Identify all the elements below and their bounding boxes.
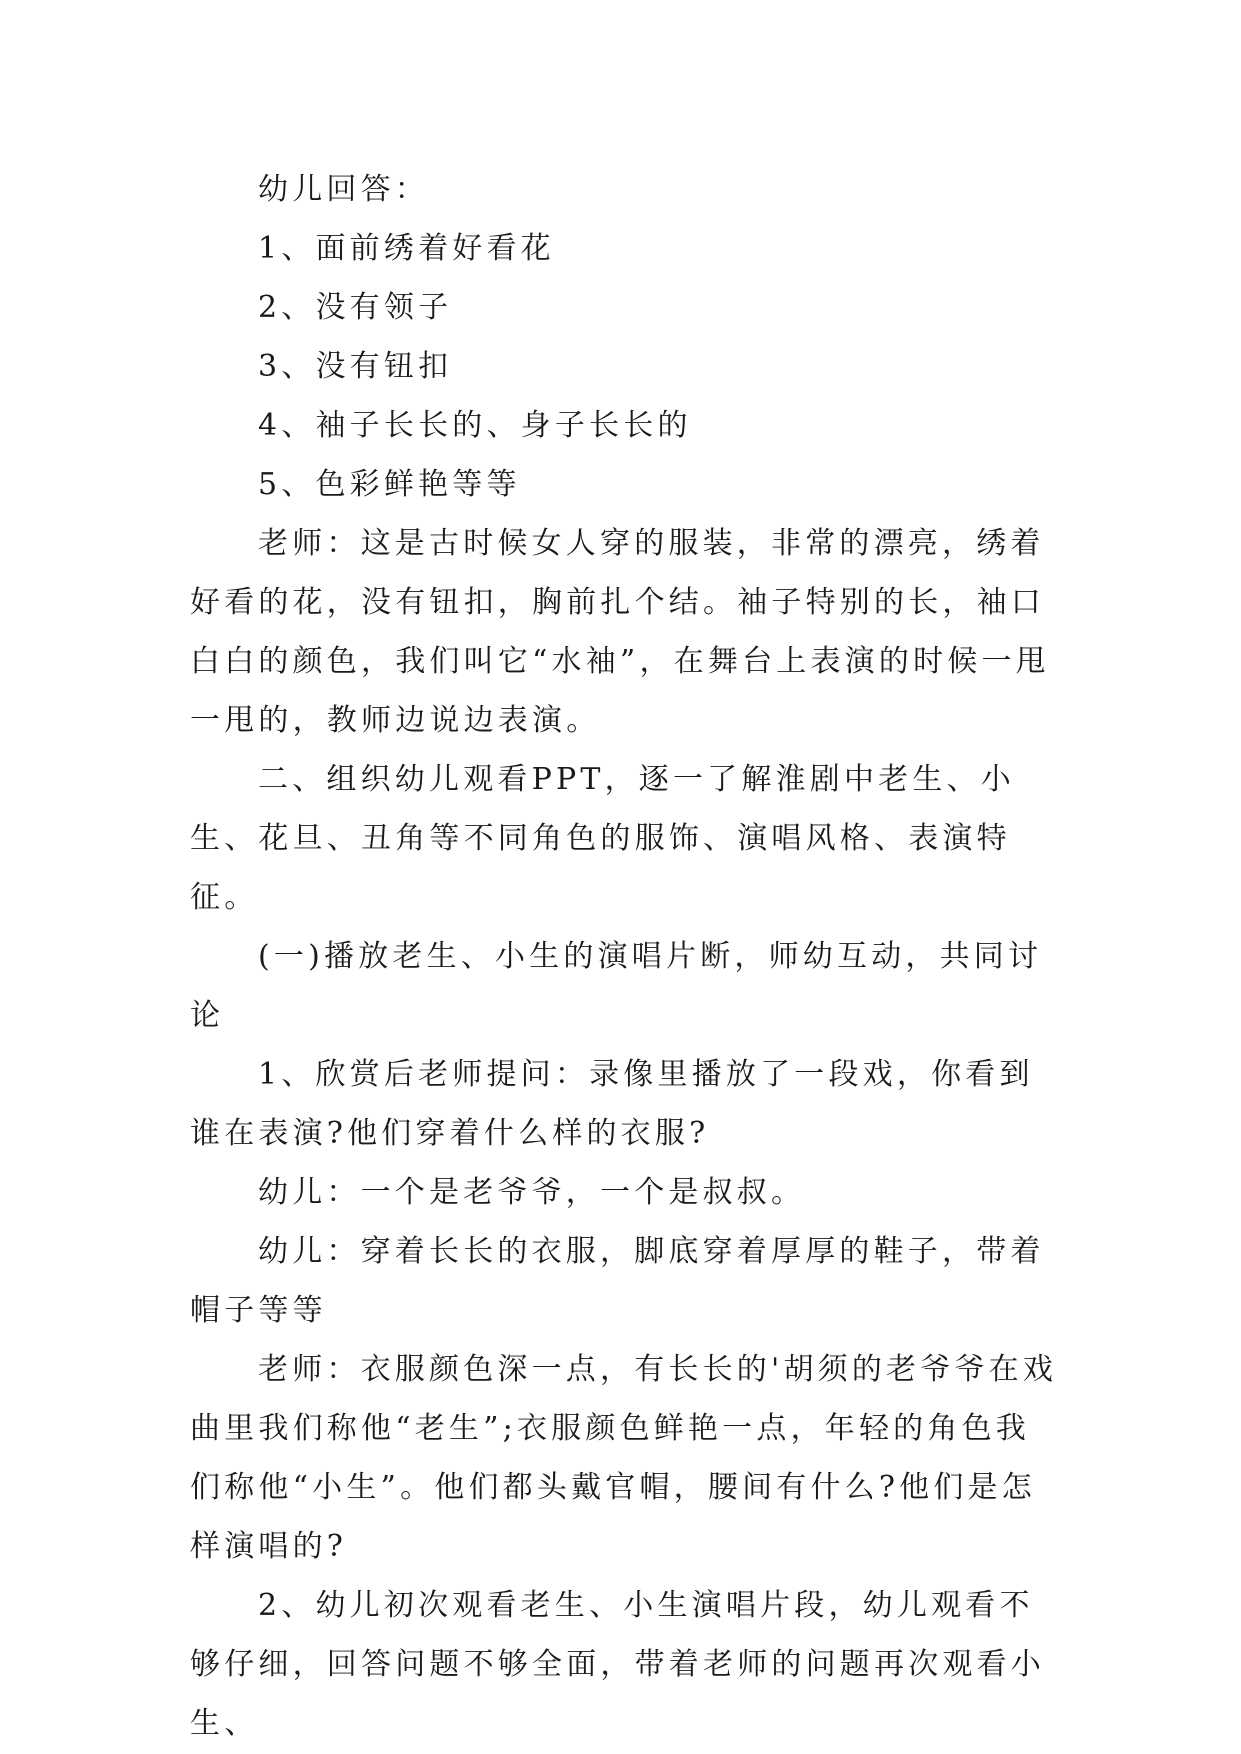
- paragraph-second-viewing: 2、幼儿初次观看老生、小生演唱片段，幼儿观看不够仔细，回答问题不够全面，带着老师的问题再次观看小生、: [190, 1588, 1045, 1741]
- list-item-3: 3、没有钮扣: [258, 349, 453, 384]
- list-item-5: 5、色彩鲜艳等等: [258, 467, 521, 502]
- paragraph-children-answer: 幼儿回答：: [258, 172, 429, 207]
- subsection-heading-one: (一)播放老生、小生的演唱片断，师幼互动，共同讨论: [190, 939, 1043, 1033]
- paragraph-teacher-question: 1、欣赏后老师提问：录像里播放了一段戏，你看到谁在表演?他们穿着什么样的衣服?: [190, 1057, 1034, 1151]
- list-item-2: 2、没有领子: [258, 290, 453, 325]
- document-body: [190, 160, 1060, 1753]
- paragraph-children-reply-2: 幼儿：穿着长长的衣服，脚底穿着厚厚的鞋子，带着帽子等等: [190, 1234, 1045, 1328]
- paragraph-teacher-explanation: 老师：衣服颜色深一点，有长长的'胡须的老爷爷在戏曲里我们称他“老生”;衣服颜色鲜艳一点，年轻的角色我们称他“小生”。他们都头戴官帽，腰间有什么?他们是怎样演唱的?: [190, 1352, 1058, 1564]
- paragraph-children-reply-1: 幼儿：一个是老爷爷，一个是叔叔。: [258, 1175, 806, 1210]
- list-item-1: 1、面前绣着好看花: [258, 231, 555, 266]
- section-heading-two: 二、组织幼儿观看PPT，逐一了解淮剧中老生、小生、花旦、丑角等不同角色的服饰、演唱风格、表演特征。: [190, 762, 1015, 915]
- paragraph-teacher-costume: 老师：这是古时候女人穿的服装，非常的漂亮，绣着好看的花，没有钮扣，胸前扎个结。袖子特别的长，袖口白白的颜色，我们叫它“水袖”，在舞台上表演的时候一甩一甩的，教师边说边表演。: [190, 526, 1050, 738]
- list-item-4: 4、袖子长长的、身子长长的: [258, 408, 692, 443]
